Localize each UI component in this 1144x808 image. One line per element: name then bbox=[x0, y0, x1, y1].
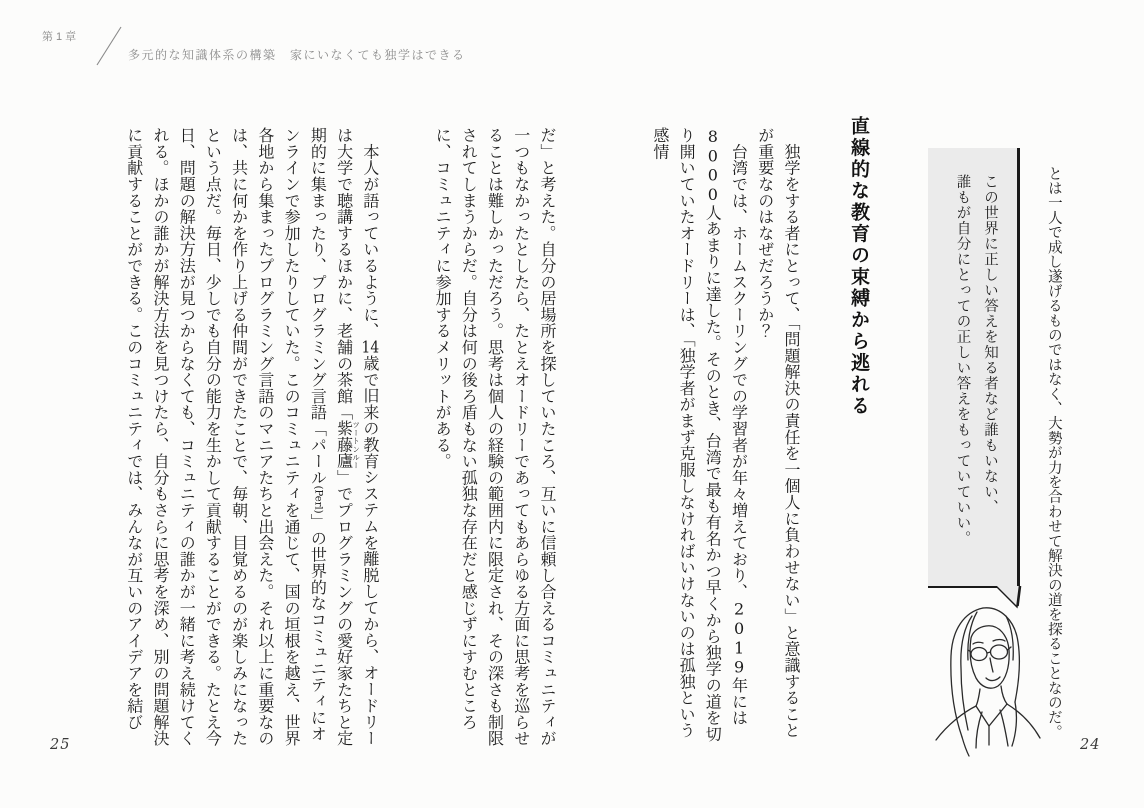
lead-quote: とは一人で成し遂げるものではなく、大勢が力を合わせて解決の道を探ることなのだ。 bbox=[1045, 166, 1062, 740]
right-page-body bbox=[650, 127, 804, 747]
speech-bubble-text bbox=[928, 148, 1017, 586]
running-head-title: 多元的な知識体系の構築 家にいなくても独学はできる bbox=[128, 48, 466, 62]
age-14: 14 bbox=[361, 338, 380, 355]
chapter-label: 第1章 bbox=[42, 31, 80, 43]
portrait-illustration bbox=[920, 594, 1050, 773]
chapter-slash-icon bbox=[94, 25, 124, 71]
page-number-24: 24 bbox=[1080, 737, 1101, 753]
bubble-line-2: 誰もが自分にとっての正しい答えをもっていていい。 bbox=[954, 174, 971, 546]
teahouse-name-ruby: 紫藤廬ツートンルー bbox=[334, 420, 361, 470]
body-paragraph-2: 台湾では、ホームスクーリングでの学習者が年々増えており、2019年には8000人あまりに達した。そのとき、台湾で最も有名かつ早くから独学の道を切り開いていたオードリーは、「独学者がまず克服しなければいけないのは孤独という感情 bbox=[650, 127, 749, 743]
year-2019: 2019 bbox=[729, 599, 749, 677]
body-paragraph-3: 本人が語っているように、14歳で旧来の教育システムを離脱してから、オードリーは大学で聴講するほかに、老舗の茶館「紫藤廬ツートンルー」でプログラミングの愛好家たちと定期的に集まったり、プログラミング言語「パール(Perl)」の世界的なコミュニティにオンラインで参加したりしていた。このコミュニティを通じて、国の垣根を越え、世界各地から集まったプログラミング言語のマニアたちと出会えた。それ以上に重要なのは、共に何かを作り上げる仲間ができたことで、毎朝、目覚めるのが楽しみになったという点だ。毎日、少しでも自分の能力を生かして貢献することができる。たとえ今日、問題の解決方法が見つからなくても、コミュニティの誰かが一緒に考え続けてくれる。ほかの誰かが解決方法を見つけたら、自分もさらに思考を深め、別の問題解決に貢献することができる。このコミュニティでは、みんなが互いのアイデアを結び bbox=[124, 127, 380, 747]
bubble-line-1: この世界に正しい答えを知る者など誰もいない、 bbox=[982, 174, 998, 515]
section-heading: 直線的な教育の束縛から逃れる bbox=[848, 116, 869, 417]
number-8000: 8000 bbox=[703, 127, 723, 205]
left-page-body bbox=[88, 127, 560, 747]
perl-latin-label: (Perl) bbox=[312, 485, 324, 514]
body-paragraph-2-continued: だ」と考えた。自分の居場所を探していたころ、互いに信頼し合えるコミュニティが一つもなかったとしたら、たとえオードリーであってもあらゆる方面に思考を巡らせることは難しかっただろう。思考は個人の経験の範囲内に限定され、その深さも制限されてしまうからだ。自分は何の後ろ盾もない孤独な存在だと感じずにすむところに、コミュニティに参加するメリットがある。 bbox=[433, 127, 557, 747]
body-paragraph-1: 独学をする者にとって、「問題解決の責任を一個人に負わせない」と意識することが重要なのはなぜだろうか？ bbox=[755, 127, 801, 739]
speech-bubble bbox=[928, 148, 1020, 588]
page-number-25: 25 bbox=[50, 737, 71, 753]
